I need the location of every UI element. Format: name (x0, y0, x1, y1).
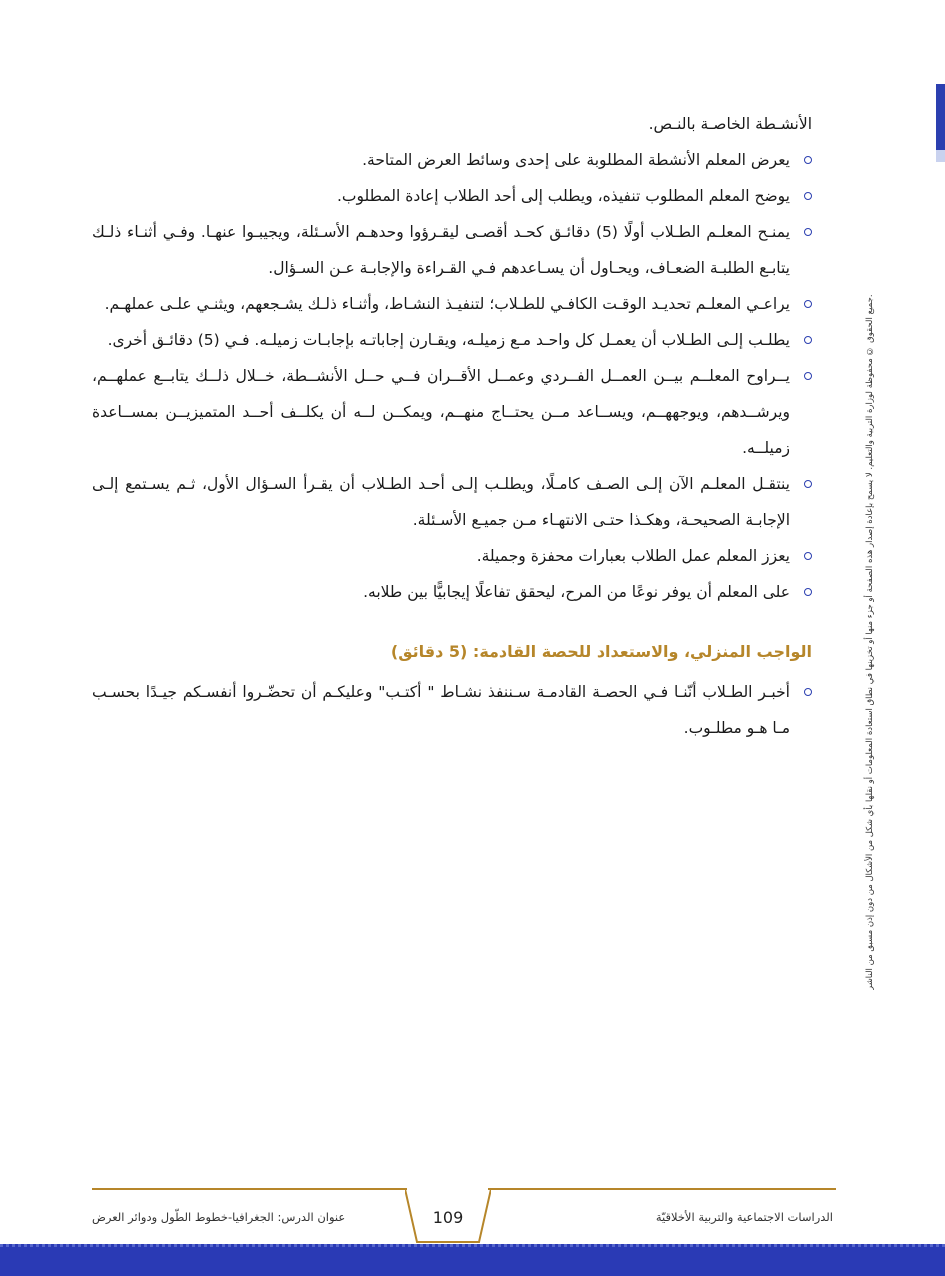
page-number: 109 (432, 1208, 464, 1227)
list-item: يطلـب إلـى الطـلاب أن يعمـل كل واحـد مـع زميلـه، ويقـارن إجاباتـه بإجابـات زميلـه. فـي (5) دقائـق أخرى. (92, 322, 812, 358)
circle-bullet-icon (804, 336, 812, 344)
circle-bullet-icon (804, 588, 812, 596)
circle-bullet-icon (804, 372, 812, 380)
circle-bullet-icon (804, 552, 812, 560)
list-item: يوضح المعلم المطلوب تنفيذه، ويطلب إلى أحد الطلاب إعادة المطلوب. (92, 178, 812, 214)
side-tab-marker (936, 84, 945, 150)
activity-list (92, 142, 812, 610)
side-tab-marker-light (936, 150, 945, 162)
list-item: على المعلم أن يوفر نوعًا من المرح، ليحقق تفاعلًا إيجابيًّا بين طلابه. (92, 574, 812, 610)
circle-bullet-icon (804, 228, 812, 236)
copyright-notice: جميع الحقوق © محفوظة لوزارة التربية والتعليم. لا يسمح بإعادة إصدار هذه الصفحة أو جزء منها أو تخزينها في نطاق استعادة المعلومات أو نقلها بأي شكل من الأشكال من دون إذن مسبق من الناشر. (865, 294, 875, 990)
circle-bullet-icon (804, 300, 812, 308)
list-item: أخبـر الطـلاب أنّنـا فـي الحصـة القادمـة سـننفذ نشـاط " أكتـب" وعليكـم أن تحضّـروا أنفسـكم جيـدًا بحسـب مـا هـو مطلـوب. (92, 674, 812, 746)
homework-heading: الواجب المنزلي، والاستعداد للحصة القادمة: (5 دقائق) (390, 642, 812, 661)
list-item: يمنـح المعلـم الطـلاب أولًا (5) دقائـق كحـد أقصـى ليقـرؤوا وحدهـم الأسـئلة، ويجيبـوا عنهـا. وفـي أثنـاء ذلـك يتابـع الطلبـة الضعـاف، ويحـاول أن يسـاعدهم فـي القـراءة والإجابـة عـن السـؤال. (92, 214, 812, 286)
bottom-band (0, 1244, 945, 1276)
circle-bullet-icon (804, 688, 812, 696)
list-item: ينتقـل المعلـم الآن إلـى الصـف كامـلًا، ويطلـب إلـى أحـد الطـلاب أن يقـرأ السـؤال الأول، ثـم يسـتمع إلـى الإجابـة الصحيحـة، وهكـذا حتـى الانتهـاء مـن جميـع الأسـئلة. (92, 466, 812, 538)
list-item: يــراوح المعلــم بيــن العمــل الفــردي وعمــل الأقــران فــي حــل الأنشــطة، خــلال ذلــك يتابــع عملهــم، ويرشــدهم، ويوجههــم، ويســاعد مــن يحتــاج منهــم، ويمكــن لــه أن يكلــف أحــد المتميزيــن بمســاعدة زميلــه. (92, 358, 812, 466)
footer-rule-left (92, 1188, 407, 1190)
lesson-title: عنوان الدرس: الجغرافيا-خطوط الطّول ودوائر العرض (92, 1210, 346, 1224)
footer-rule-right (488, 1188, 836, 1190)
intro-line: الأنشـطة الخاصـة بالنـص. (648, 115, 812, 133)
list-item: يعزز المعلم عمل الطلاب بعبارات محفزة وجميلة. (92, 538, 812, 574)
list-item: يعرض المعلم الأنشطة المطلوبة على إحدى وسائط العرض المتاحة. (92, 142, 812, 178)
subject-title: الدراسات الاجتماعية والتربية الأخلاقيّة (655, 1210, 833, 1224)
circle-bullet-icon (804, 192, 812, 200)
list-item: يراعـي المعلـم تحديـد الوقـت الكافـي للطـلاب؛ لتنفيـذ النشـاط، وأثنـاء ذلـك يشـجعهم، ويثنـي علـى عملهـم. (92, 286, 812, 322)
main-content (92, 106, 812, 746)
circle-bullet-icon (804, 156, 812, 164)
circle-bullet-icon (804, 480, 812, 488)
homework-list (92, 674, 812, 746)
